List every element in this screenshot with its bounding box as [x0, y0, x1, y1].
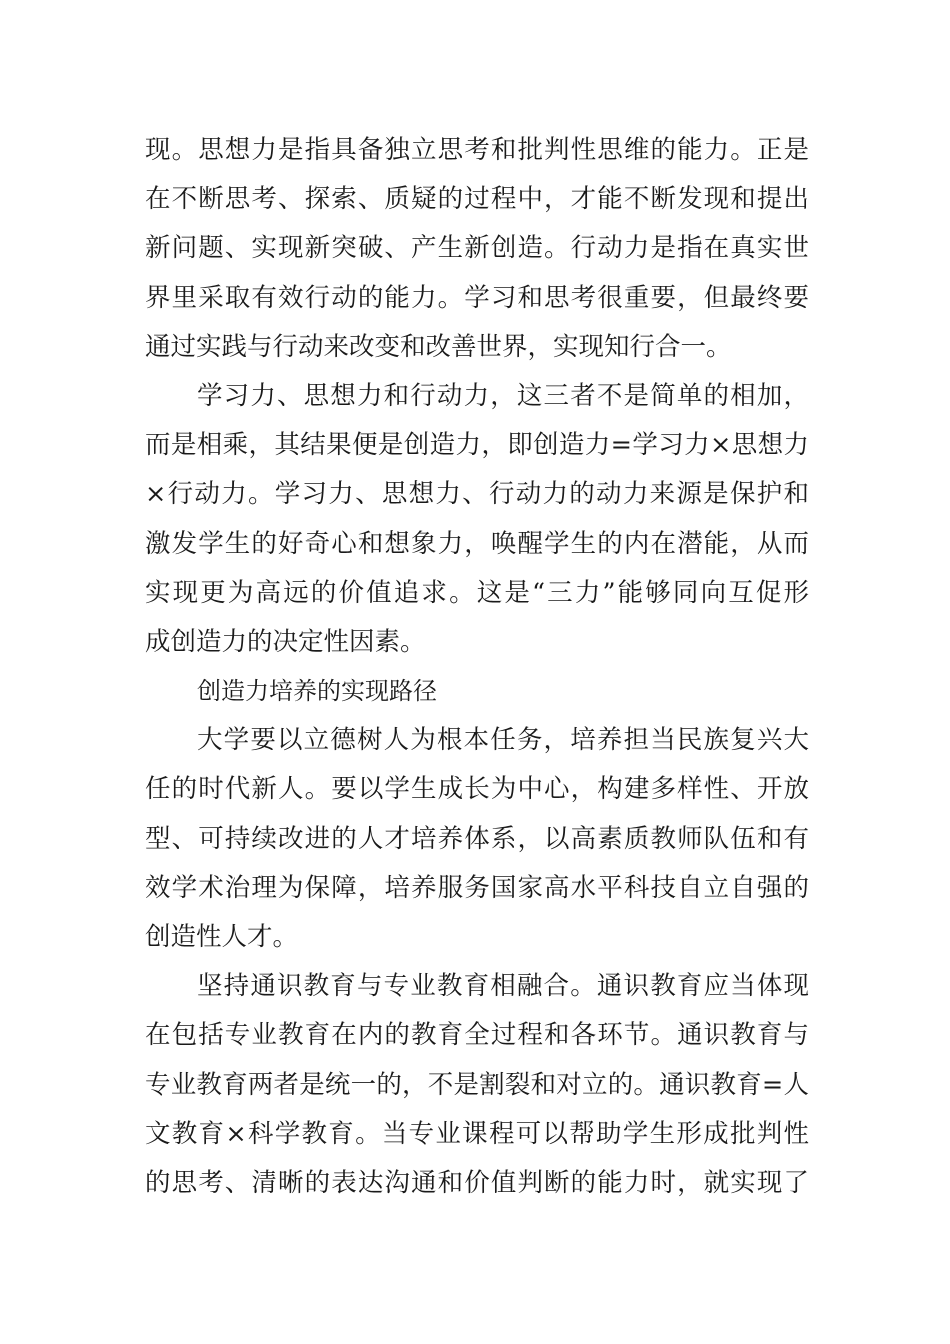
text-line: 实现更为高远的价值追求。这是“三力”能够同向互促形 [145, 577, 809, 608]
text-line: 现。思想力是指具备独立思考和批判性思维的能力。正是 [145, 135, 809, 165]
text-line: 型、可持续改进的人才培养体系，以高素质教师队伍和有 [145, 823, 809, 854]
section-heading: 创造力培养的实现路径 [197, 677, 437, 706]
text-line: 在包括专业教育在内的教育全过程和各环节。通识教育与 [145, 1020, 809, 1051]
text-line: 创造性人才。 [145, 922, 299, 952]
body-text [145, 126, 809, 1208]
text-line: 大学要以立德树人为根本任务，培养担当民族复兴大 [197, 725, 809, 756]
text-line: 的思考、清晰的表达沟通和价值判断的能力时，就实现了 [145, 1167, 809, 1198]
text-line: 界里采取有效行动的能力。学习和思考很重要，但最终要 [145, 282, 809, 313]
paragraph-university [145, 716, 809, 962]
text-line: 效学术治理为保障，培养服务国家高水平科技自立自强的 [145, 872, 809, 903]
text-line: 而是相乘，其结果便是创造力，即创造力=学习力×思想力 [145, 430, 809, 461]
text-line: 成创造力的决定性因素。 [145, 626, 426, 657]
text-line: 文教育×科学教育。当专业课程可以帮助学生形成批判性 [145, 1118, 809, 1149]
text-line: 学习力、思想力和行动力，这三者不是简单的相加， [197, 380, 809, 411]
text-line: 任的时代新人。要以学生成长为中心，构建多样性、开放 [145, 774, 809, 805]
paragraph-continued [145, 126, 809, 372]
text-line: 在不断思考、探索、质疑的过程中，才能不断发现和提出 [145, 184, 809, 215]
text-line: 坚持通识教育与专业教育相融合。通识教育应当体现 [197, 971, 809, 1002]
text-line: 通过实践与行动来改变和改善世界，实现知行合一。 [145, 331, 732, 362]
text-line: 专业教育两者是统一的，不是割裂和对立的。通识教育=人 [145, 1069, 809, 1100]
text-line: 新问题、实现新突破、产生新创造。行动力是指在真实世 [145, 233, 809, 264]
text-line: 激发学生的好奇心和想象力，唤醒学生的内在潜能，从而 [145, 528, 809, 559]
paragraph-general-education [145, 962, 809, 1208]
text-line: ×行动力。学习力、思想力、行动力的动力来源是保护和 [145, 479, 809, 510]
paragraph-three-forces [145, 372, 809, 667]
